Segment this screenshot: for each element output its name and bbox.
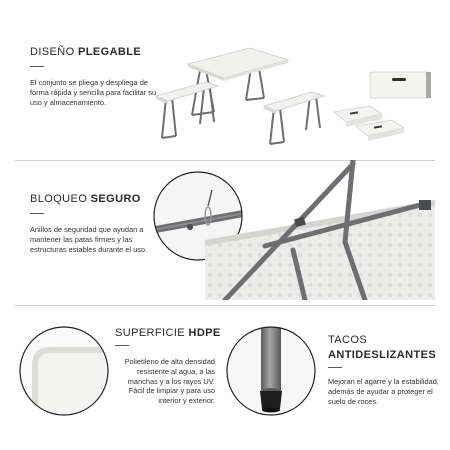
safety-lock-description: Anillos de seguridad que ayudan a mantener las patas firmes y las estructuras estables durante el uso. bbox=[30, 225, 148, 254]
hdpe-heading: SUPERFICIE HDPE bbox=[115, 327, 221, 339]
heading-underline bbox=[115, 345, 129, 346]
heading-underline bbox=[30, 66, 44, 67]
table-underside-image bbox=[205, 160, 435, 300]
anti-slip-foot-closeup bbox=[225, 325, 317, 417]
section-folding-design bbox=[0, 0, 450, 160]
hdpe-surface-closeup bbox=[18, 325, 110, 417]
anti-slip-description: Mejoran el agarre y la estabilidad, además de ayudar a proteger el suelo de roces. bbox=[328, 377, 439, 406]
folding-design-heading: DISEÑO PLEGABLE bbox=[30, 46, 142, 58]
heading-underline bbox=[328, 367, 342, 368]
section-safety-lock bbox=[0, 160, 450, 305]
folding-design-description: El conjunto se pliega y despliega de forma rápida y sencilla para facilitar su uso y almacenamiento. bbox=[30, 78, 157, 107]
safety-lock-heading: BLOQUEO SEGURO bbox=[30, 193, 141, 205]
heading-underline bbox=[30, 213, 44, 214]
folded-set-illustration bbox=[330, 70, 440, 150]
hdpe-description: Polietileno de alta densidad resistente al agua, a las manchas y a los rayos UV. Fácil de limpiar y para uso interior y exterior. bbox=[124, 357, 215, 406]
anti-slip-heading: TACOS ANTIDESLIZANTES bbox=[328, 334, 437, 361]
table-bench-set-illustration bbox=[152, 40, 332, 150]
section-surface-and-feet bbox=[0, 305, 450, 450]
